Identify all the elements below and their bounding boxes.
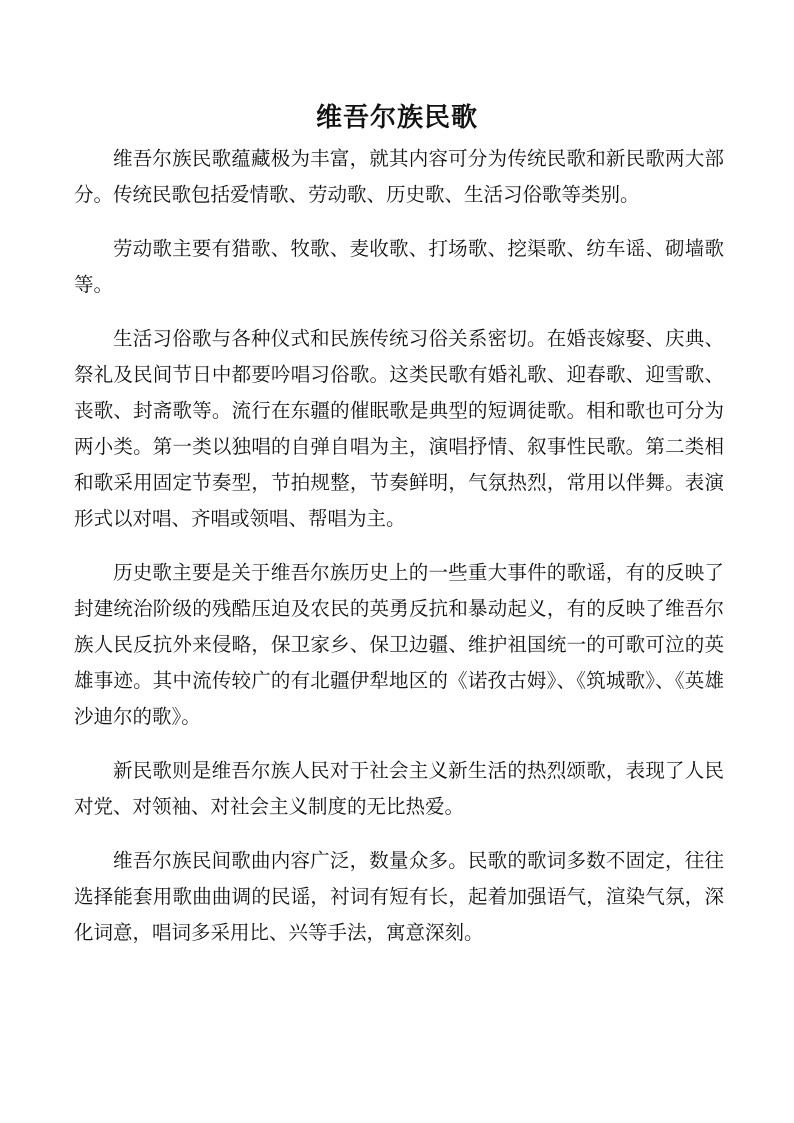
document-title: 维吾尔族民歌 [315, 103, 478, 133]
document-body [74, 141, 724, 969]
paragraph-folk-song-features: 维吾尔族民间歌曲内容广泛，数量众多。民歌的歌词多数不固定，往往选择能套用歌曲曲调的民谣，衬词有短有长，起着加强语气，渲染气氛，深化词意，唱词多采用比、兴等手法，寓意深刻。 [74, 849, 724, 944]
paragraph-new-folk-songs: 新民歌则是维吾尔族人民对于社会主义新生活的热烈颂歌，表现了人民对党、对领袖、对社会主义制度的无比热爱。 [74, 759, 724, 818]
paragraph-custom-songs: 生活习俗歌与各种仪式和民族传统习俗关系密切。在婚丧嫁娶、庆典、祭礼及民间节日中都要吟唱习俗歌。这类民歌有婚礼歌、迎春歌、迎雪歌、丧歌、封斋歌等。流行在东疆的催眠歌是典型的短调徒歌。相和歌也可分为两小类。第一类以独唱的自弹自唱为主，演唱抒情、叙事性民歌。第二类相和歌采用固定节奏型，节拍规整，节奏鲜明，气氛热烈，常用以伴舞。表演形式以对唱、齐唱或领唱、帮唱为主。 [74, 327, 724, 530]
paragraph-history-songs: 历史歌主要是关于维吾尔族历史上的一些重大事件的歌谣，有的反映了封建统治阶级的残酷压迫及农民的英勇反抗和暴动起义，有的反映了维吾尔族人民反抗外来侵略，保卫家乡、保卫边疆、维护祖国统一的可歌可泣的英雄事迹。其中流传较广的有北疆伊犁地区的《诺孜古姆》、《筑城歌》、《英雄沙迪尔的歌》。 [74, 561, 724, 728]
paragraph-overview: 维吾尔族民歌蕴藏极为丰富，就其内容可分为传统民歌和新民歌两大部分。传统民歌包括爱情歌、劳动歌、历史歌、生活习俗歌等类别。 [74, 147, 724, 206]
paragraph-labor-songs: 劳动歌主要有猎歌、牧歌、麦收歌、打场歌、挖渠歌、纺车谣、砌墙歌等。 [74, 237, 724, 296]
